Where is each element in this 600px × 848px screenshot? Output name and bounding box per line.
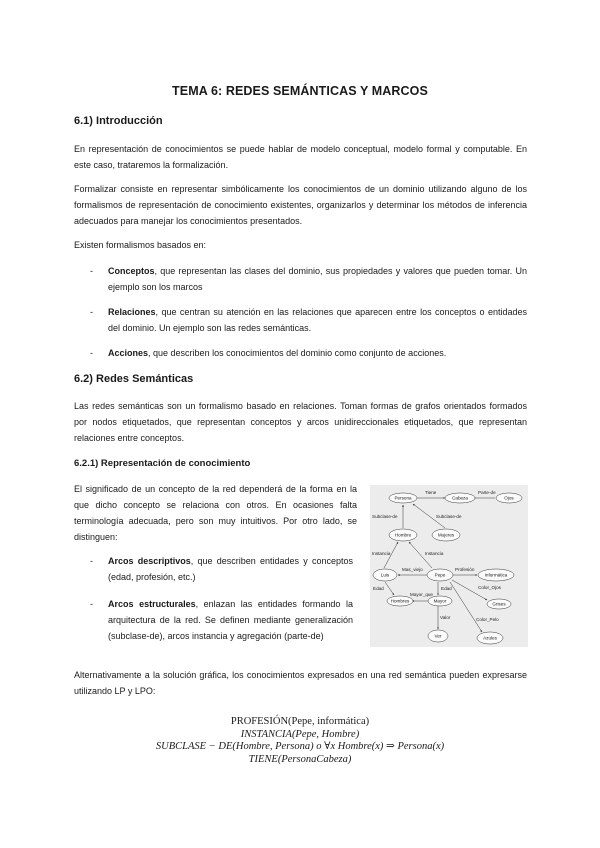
- node-label: Azules: [483, 635, 497, 641]
- node-label: Informática: [484, 572, 508, 578]
- formula-line: SUBCLASE − DE(Hombre, Persona) o ∀x Hombre(x) ⇒ Persona(x): [155, 741, 445, 752]
- section-heading-introduccion: 6.1) Introducción: [74, 115, 163, 127]
- list-item-arcos-descriptivos: [90, 553, 353, 585]
- formula-line: TIENE(PersonaCabeza): [248, 753, 352, 765]
- list-term: Conceptos: [108, 266, 155, 276]
- node-label: Pepe: [434, 572, 446, 578]
- list-dash: -: [90, 307, 93, 317]
- page-title: TEMA 6: REDES SEMÁNTICAS Y MARCOS: [172, 84, 428, 98]
- list-text: , que describen entidades y conceptos (edad, profesión, etc.): [108, 556, 354, 582]
- list-text: , que describen los conocimientos del dominio como conjunto de acciones.: [148, 348, 447, 358]
- formula-block: [0, 716, 600, 766]
- formula-line: PROFESIÓN(Pepe, informática): [230, 716, 370, 727]
- list-text: , que centran su atención en las relaciones que aparecen entre los conceptos o entidades del dominio. Un ejemplo son las redes semánticas.: [108, 307, 527, 333]
- edge-label: Valor: [440, 615, 451, 620]
- node-label: Grises: [492, 601, 506, 607]
- diagram-background: [370, 485, 528, 647]
- node-label: Ver: [434, 633, 442, 639]
- node-label: Hombre: [394, 532, 412, 538]
- section-heading-redes: 6.2) Redes Semánticas: [74, 373, 194, 385]
- semantic-network-svg: [370, 485, 528, 647]
- edge-label: Instancia: [372, 551, 391, 556]
- node-label: Persona: [394, 495, 412, 501]
- list-dash: -: [90, 599, 93, 609]
- list-item-relaciones: [90, 304, 527, 336]
- edge-label: Profesión: [455, 567, 475, 572]
- list-item-acciones: [90, 345, 527, 361]
- paragraph-intro-3: Existen formalismos basados en:: [74, 240, 207, 250]
- node-label: Hombres: [390, 598, 410, 604]
- paragraph-representacion-1: El significado de un concepto de la red dependerá de la forma en la que dicho concepto se relaciona con otros. En ocasiones falta terminología adecuada, pero son muy intuitivos. Por otro lado, se distinguen:: [74, 484, 357, 542]
- edge-label: Tiene: [425, 490, 437, 495]
- edge-label: Instancia: [425, 551, 444, 556]
- paragraph-representacion-2: Alternativamente a la solución gráfica, los conocimientos expresados en una red semántica pueden expresarse utilizando LP y LPO:: [74, 670, 527, 696]
- edge-label: Subclase-de: [436, 514, 462, 519]
- edge-label: Subclase-de: [372, 514, 398, 519]
- subsection-heading-representacion: 6.2.1) Representación de conocimiento: [74, 458, 251, 469]
- list-dash: -: [90, 348, 93, 358]
- node-label: Luis: [380, 572, 390, 578]
- list-text: , enlazan las entidades formando la arquitectura de la red. Se definen mediante generalización (subclase-de), arcos instancia y agregación (parte-de): [108, 599, 354, 641]
- list-text: , que representan las clases del dominio, sus propiedades y valores que pueden tomar. Un ejemplo son los marcos: [108, 266, 527, 292]
- list-item-conceptos: [90, 263, 527, 295]
- node-label: Mujeres: [437, 532, 455, 538]
- edge-label: Color_Ojos: [478, 585, 501, 590]
- list-term: Relaciones: [108, 307, 156, 317]
- node-label: Cabeza: [452, 495, 468, 501]
- list-term: Arcos descriptivos: [108, 556, 191, 566]
- list-dash: -: [90, 556, 93, 566]
- edge-label: Parte-de: [478, 490, 496, 495]
- list-term: Acciones: [108, 348, 149, 358]
- node-label: Ojos: [504, 495, 514, 501]
- paragraph-intro-2: Formalizar consiste en representar simbólicamente los conocimientos de un dominio utilizando alguno de los formalismos de representación de conocimiento existentes, organizarlos y determinar los métodos de inferencia adecuados para manejar los conocimientos presentados.: [74, 184, 527, 226]
- paragraph-intro-1: En representación de conocimientos se puede hablar de modelo conceptual, modelo formal y computable. En este caso, trataremos la formalización.: [74, 144, 527, 170]
- node-label: Mayor: [433, 598, 447, 604]
- list-item-arcos-estructurales: [90, 596, 353, 644]
- edge-label: Mayor_que: [410, 592, 433, 597]
- edge-label: Mas_viejo: [402, 567, 423, 572]
- edge-label: Edad: [373, 586, 384, 591]
- list-dash: -: [90, 266, 93, 276]
- paragraph-redes-1: Las redes semánticas son un formalismo basado en relaciones. Toman formas de grafos orientados formados por nodos etiquetados, que representan conceptos y arcos unidireccionales etiquetados, que representan relaciones entre conceptos.: [74, 401, 527, 443]
- list-term: Arcos estructurales: [108, 599, 196, 609]
- edge-label: Edad: [441, 586, 452, 591]
- edge-label: Color_Pelo: [476, 617, 499, 622]
- formula-line: INSTANCIA(Pepe, Hombre): [240, 728, 360, 740]
- semantic-network-diagram: [370, 485, 528, 647]
